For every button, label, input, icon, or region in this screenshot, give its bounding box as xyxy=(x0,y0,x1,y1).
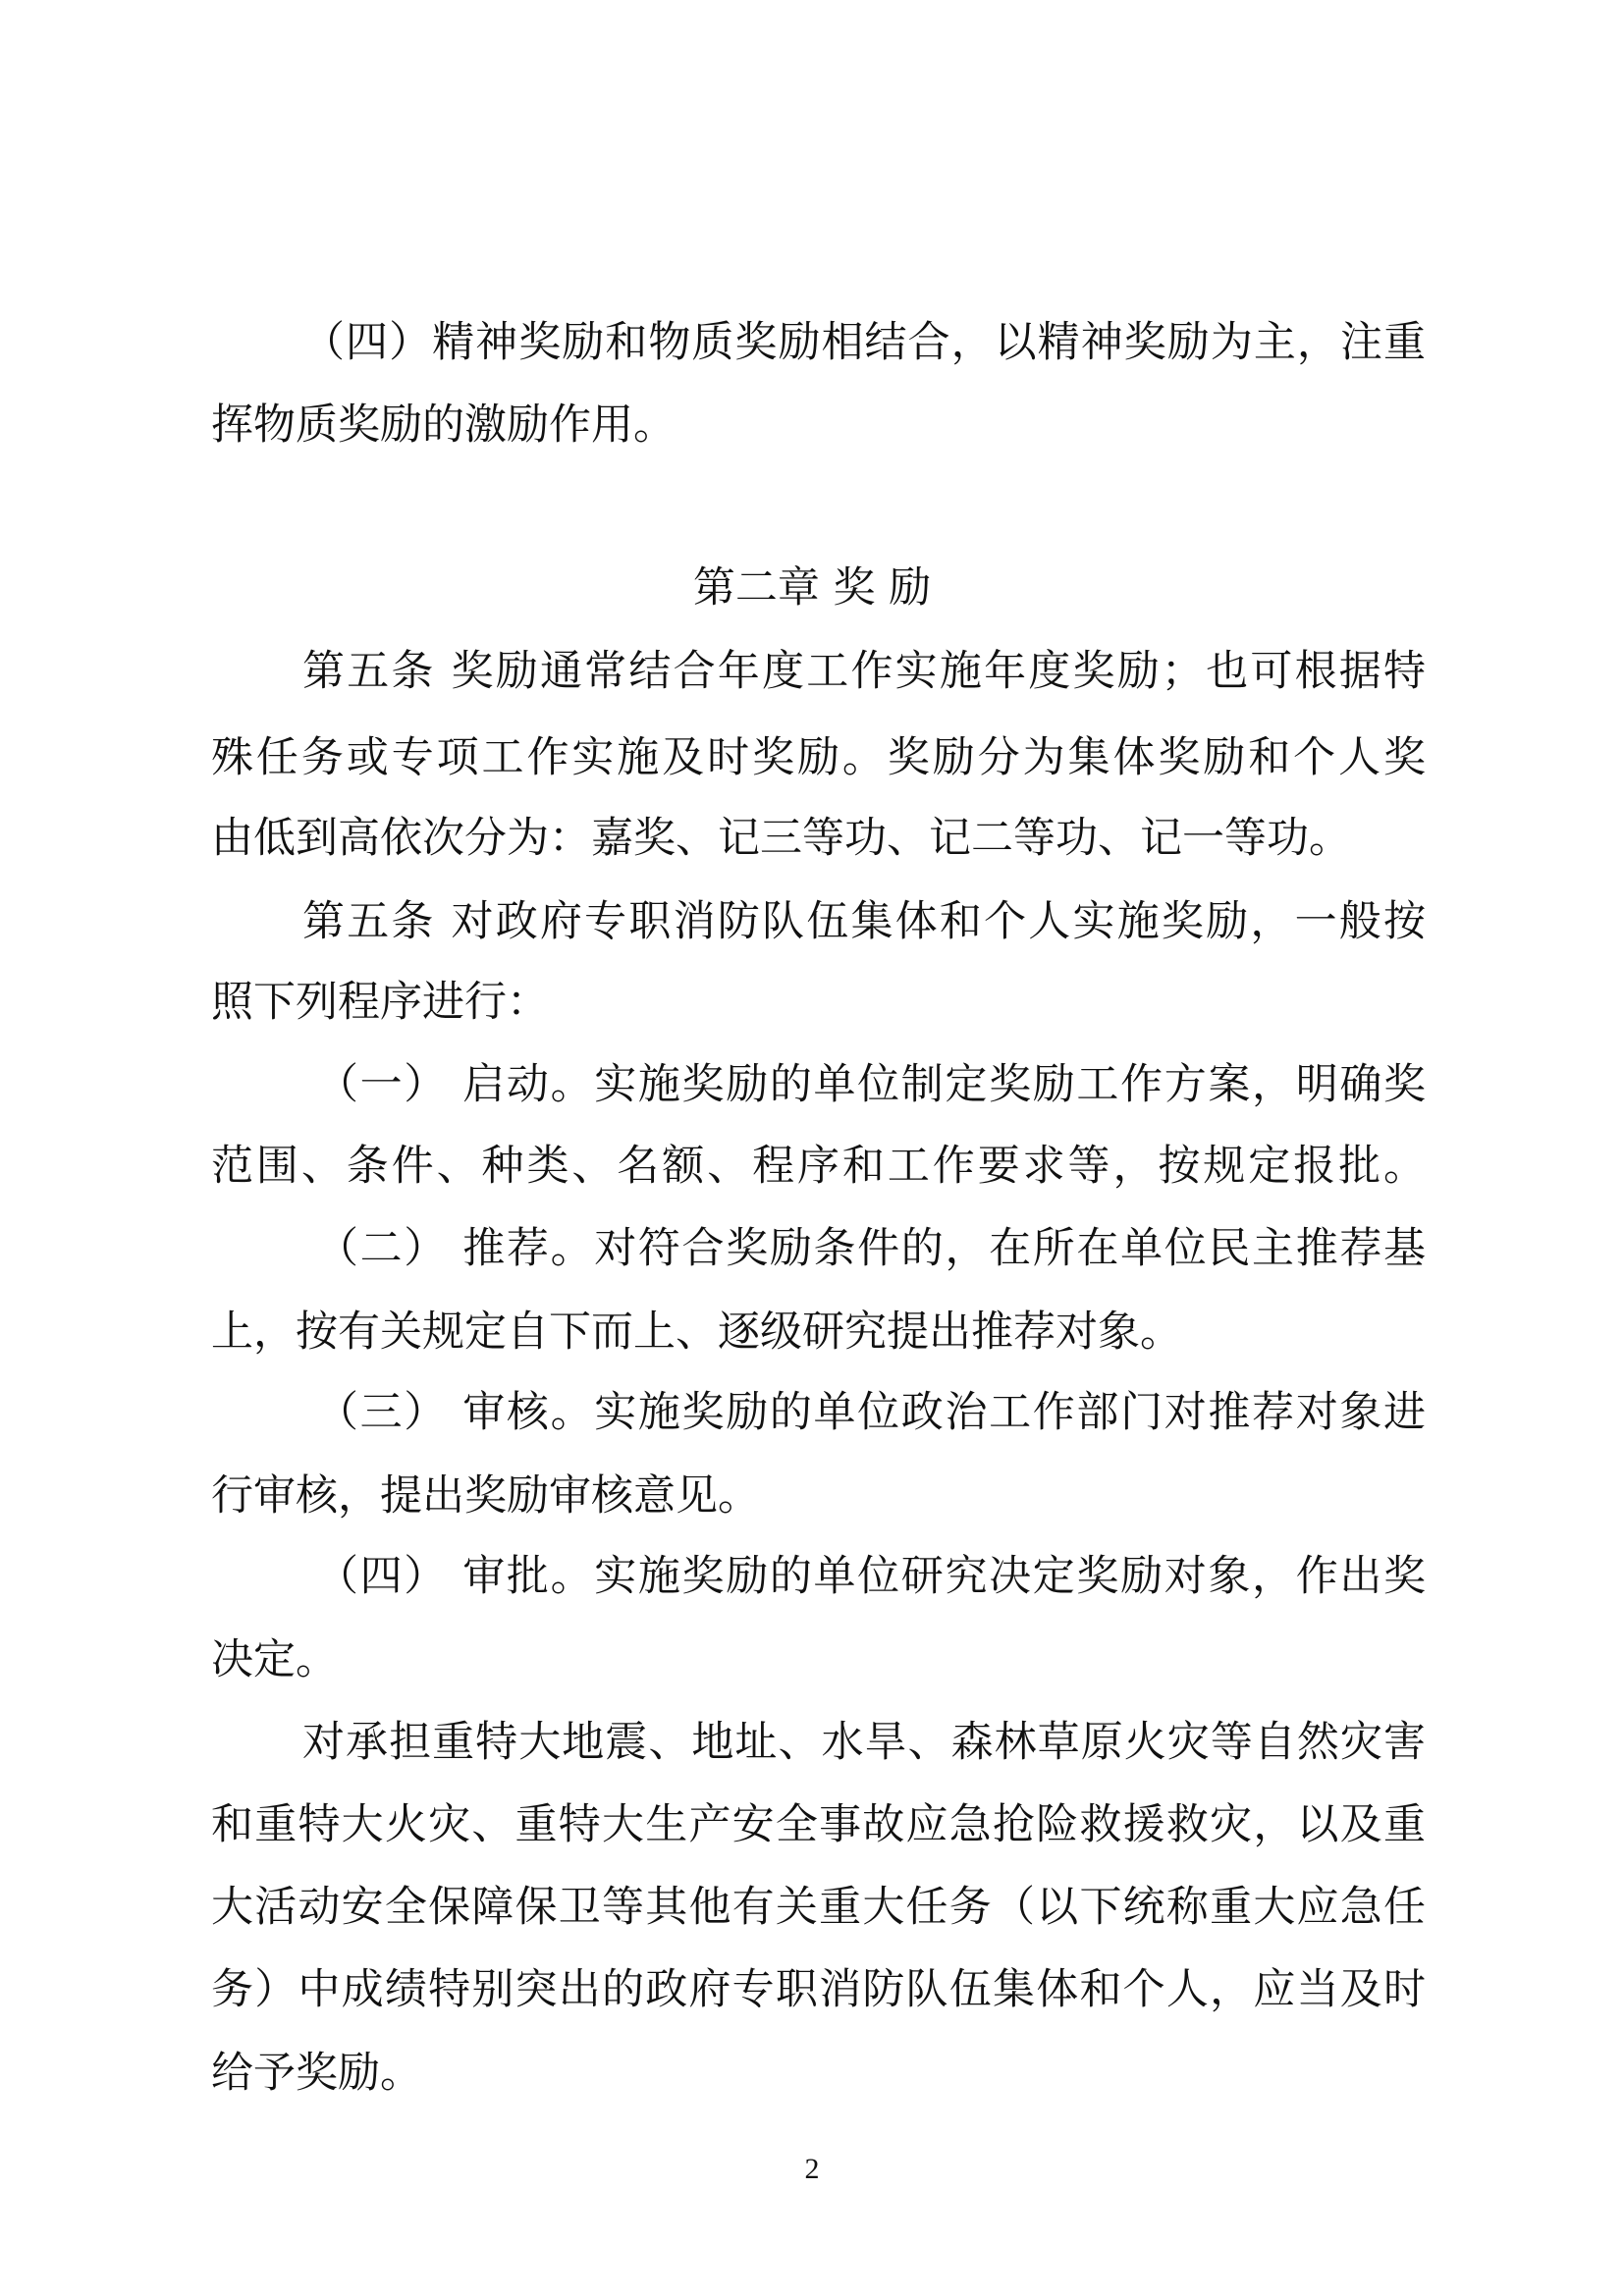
text-line: 范围、条件、种类、名额、程序和工作要求等，按规定报批。 xyxy=(211,1142,1426,1191)
text-line: 殊任务或专项工作实施及时奖励。奖励分为集体奖励和个人奖 xyxy=(211,733,1426,782)
text-line: 和重特大火灾、重特大生产安全事故应急抢险救援救灾，以及重 xyxy=(211,1800,1426,1849)
page-number: 2 xyxy=(804,2153,820,2185)
text-line: （四） 审批。实施奖励的单位研究决定奖励对象，作出奖 xyxy=(316,1552,1426,1601)
text-line: 给予奖励。 xyxy=(211,2049,422,2098)
text-line: （四）精神奖励和物质奖励相结合，以精神奖励为主，注重 xyxy=(302,318,1426,367)
text-line: 务）中成绩特别突出的政府专职消防队伍集体和个人，应当及时 xyxy=(211,1965,1426,2014)
text-line: （一） 启动。实施奖励的单位制定奖励工作方案，明确奖 xyxy=(316,1060,1426,1109)
text-line: 照下列程序进行： xyxy=(211,978,549,1027)
text-line: 由低到高依次分为：嘉奖、记三等功、记二等功、记一等功。 xyxy=(211,814,1351,863)
text-line: 挥物质奖励的激励作用。 xyxy=(211,400,676,450)
text-line: 第五条 奖励通常结合年度工作实施年度奖励；也可根据特 xyxy=(302,647,1426,696)
text-line: 上，按有关规定自下而上、逐级研究提出推荐对象。 xyxy=(211,1308,1182,1357)
text-line: （二） 推荐。对符合奖励条件的，在所在单位民主推荐基 xyxy=(316,1224,1426,1273)
text-line: （三） 审核。实施奖励的单位政治工作部门对推荐对象进 xyxy=(316,1388,1426,1437)
text-line: 第五条 对政府专职消防队伍集体和个人实施奖励，一般按 xyxy=(302,897,1426,946)
text-line: 对承担重特大地震、地址、水旱、森林草原火灾等自然灾害 xyxy=(302,1718,1426,1767)
chapter-heading: 第二章 奖 励 xyxy=(692,563,932,613)
text-line: 决定。 xyxy=(211,1635,338,1684)
text-line: 行审核，提出奖励审核意见。 xyxy=(211,1471,760,1521)
text-line: 大活动安全保障保卫等其他有关重大任务（以下统称重大应急任 xyxy=(211,1883,1426,1932)
